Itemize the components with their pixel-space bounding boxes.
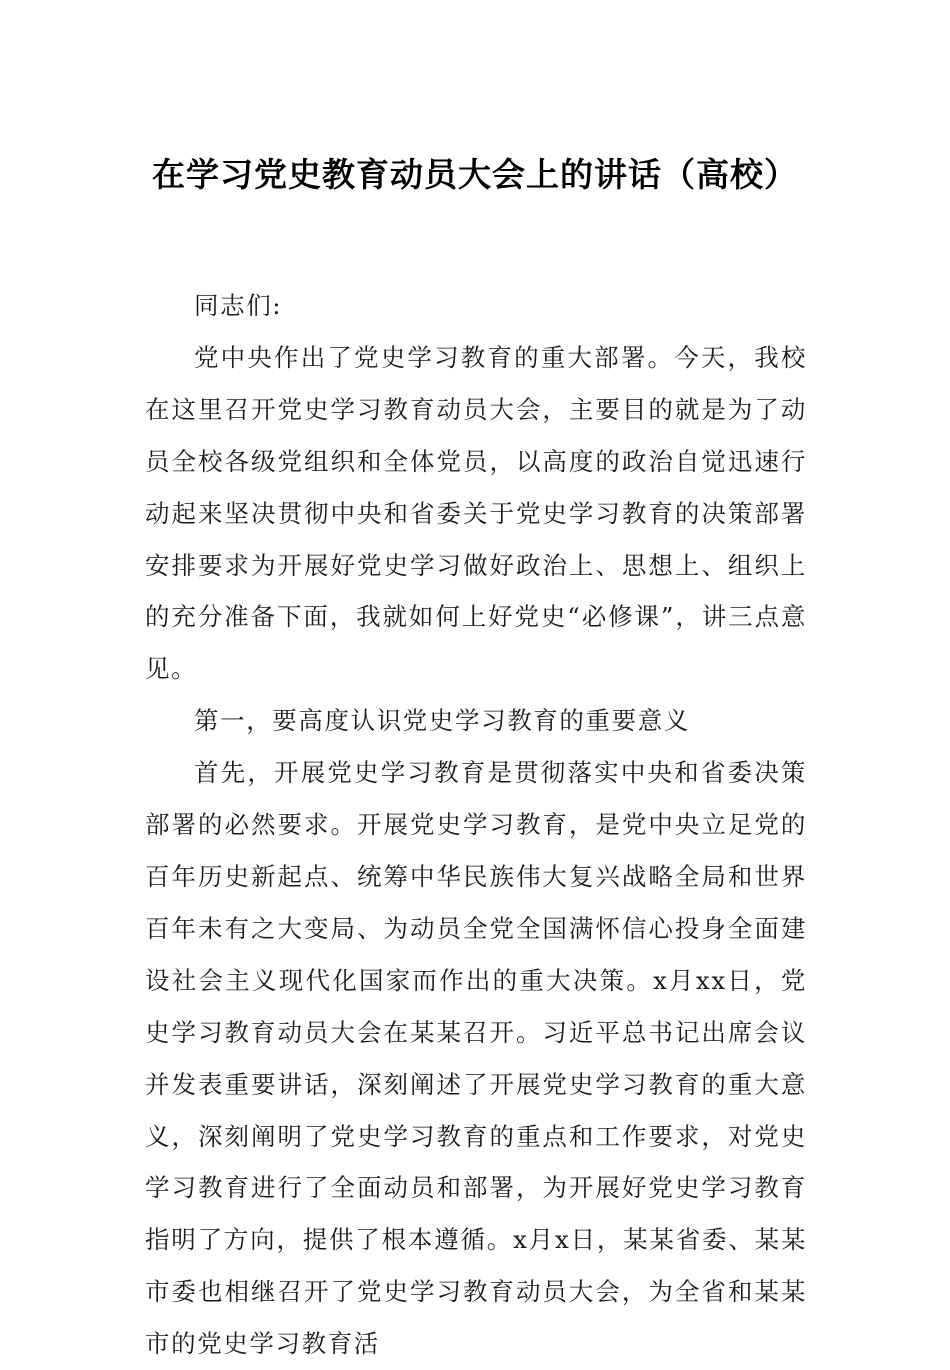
first-point-paragraph: 首先，开展党史学习教育是贯彻落实中央和省委决策部署的必然要求。开展党史学习教育，是党中央立足党的百年历史新起点、统筹中华民族伟大复兴战略全局和世界百年未有之大变局、为动员全党全国满怀信心投身全面建设社会主义现代化国家而作出的重大决策。x月xx日，党史学习教育动员大会在某某召开。习近平总书记出席会议并发表重要讲话，深刻阐述了开展党史学习教育的重大意义，深刻阐明了党史学习教育的重点和工作要求，对党史学习教育进行了全面动员和部署，为开展好党史学习教育指明了方向，提供了根本遵循。x月x日，某某省委、某某市委也相继召开了党史学习教育动员大会，为全省和某某市的党史学习教育活 xyxy=(145,758,807,1359)
salutation-paragraph: 同志们: xyxy=(194,291,283,320)
document-title: 在学习党史教育动员大会上的讲话（高校） xyxy=(152,155,798,194)
document-body xyxy=(145,280,807,1370)
section-heading-paragraph: 第一，要高度认识党史学习教育的重要意义 xyxy=(194,706,690,736)
intro-paragraph: 党中央作出了党史学习教育的重大部署。今天，我校在这里召开党史学习教育动员大会，主要目的就是为了动员全校各级党组织和全体党员，以高度的政治自觉迅速行动起来坚决贯彻中央和省委关于党史学习教育的决策部署安排要求为开展好党史学习做好政治上、思想上、组织上的充分准备下面，我就如何上好党史“必修课”，讲三点意见。 xyxy=(145,342,807,684)
